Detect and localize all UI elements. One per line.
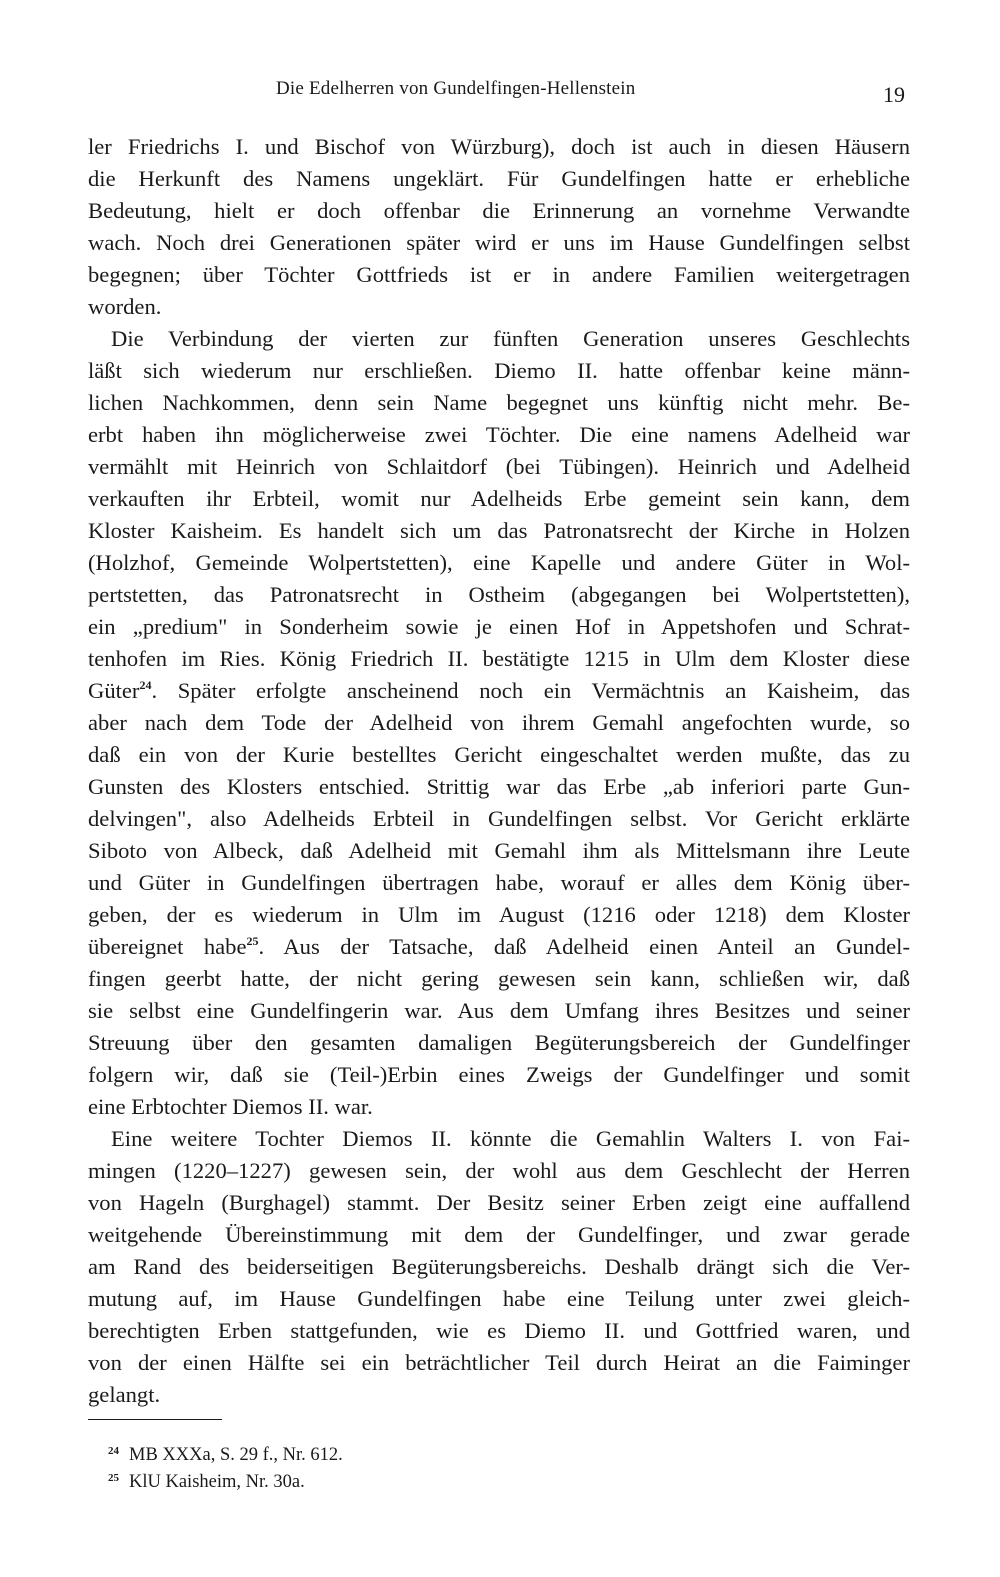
footnote (108, 1465, 305, 1495)
text-line: die Herkunft des Namens ungeklärt. Für Gundelfingen hatte er erhebliche (88, 166, 910, 191)
text-line: Bedeutung, hielt er doch offenbar die Erinnerung an vornehme Verwandte (88, 198, 910, 223)
line-text: . Später erfolgte anscheinend noch ein Vermächtnis an Kaisheim, das (151, 678, 910, 703)
text-line: lichen Nachkommen, denn sein Name begegnet uns künftig nicht mehr. Be- (88, 390, 910, 415)
text-line: ler Friedrichs I. und Bischof von Würzburg), doch ist auch in diesen Häusern (88, 134, 910, 159)
text-line: Gunsten des Klosters entschied. Strittig war das Erbe „ab inferiori parte Gun- (88, 774, 910, 799)
line-text: übereignet habe (88, 934, 247, 959)
footnote-text: MB XXXa, S. 29 f., Nr. 612. (129, 1445, 343, 1465)
text-line: pertstetten, das Patronatsrecht in Ostheim (abgegangen bei Wolpertstetten), (88, 582, 910, 607)
text-line: Streuung über den gesamten damaligen Begüterungsbereich der Gundelfinger (88, 1030, 910, 1055)
text-line: von Hageln (Burghagel) stammt. Der Besitz seiner Erben zeigt eine auffallend (88, 1190, 910, 1215)
text-line: geben, der es wiederum in Ulm im August (1216 oder 1218) dem Kloster (88, 902, 910, 927)
text-line: Die Verbindung der vierten zur fünften Generation unseres Geschlechts (111, 326, 910, 351)
footnote-ref[interactable]: 24 (139, 678, 152, 692)
footnote (108, 1438, 343, 1468)
text-line-with-footnote (88, 932, 910, 962)
line-text: . Aus der Tatsache, daß Adelheid einen Anteil an Gundel- (258, 934, 910, 959)
running-head: Die Edelherren von Gundelfingen-Hellenstein (276, 78, 636, 99)
text-line: berechtigten Erben stattgefunden, wie es Diemo II. und Gottfried waren, und (88, 1318, 910, 1343)
text-line: worden. (88, 294, 162, 319)
text-line: weitgehende Übereinstimmung mit dem der Gundelfinger, und zwar gerade (88, 1222, 910, 1247)
text-line: Eine weitere Tochter Diemos II. könnte die Gemahlin Walters I. von Fai- (111, 1126, 910, 1151)
text-line: und Güter in Gundelfingen übertragen habe, worauf er alles dem König über- (88, 870, 910, 895)
text-line: wach. Noch drei Generationen später wird er uns im Hause Gundelfingen selbst (88, 230, 910, 255)
text-line: sie selbst eine Gundelfingerin war. Aus dem Umfang ihres Besitzes und seiner (88, 998, 910, 1023)
text-line: Kloster Kaisheim. Es handelt sich um das Patronatsrecht der Kirche in Holzen (88, 518, 910, 543)
text-line: eine Erbtochter Diemos II. war. (88, 1094, 373, 1119)
footnote-ref[interactable]: 25 (246, 934, 259, 948)
text-line: verkauften ihr Erbteil, womit nur Adelheids Erbe gemeint sein kann, dem (88, 486, 910, 511)
text-line: am Rand des beiderseitigen Begüterungsbereichs. Deshalb drängt sich die Ver- (88, 1254, 910, 1279)
footnote-number: 25 (108, 1472, 119, 1484)
text-line: Siboto von Albeck, daß Adelheid mit Gemahl ihm als Mittelsmann ihre Leute (88, 838, 910, 863)
text-line: delvingen", also Adelheids Erbteil in Gundelfingen selbst. Vor Gericht erklärte (88, 806, 910, 831)
text-line: begegnen; über Töchter Gottfrieds ist er in andere Familien weitergetragen (88, 262, 910, 287)
text-line: mingen (1220–1227) gewesen sein, der wohl aus dem Geschlecht der Herren (88, 1158, 910, 1183)
page-number: 19 (883, 82, 905, 107)
footnote-divider (88, 1419, 222, 1420)
text-line: von der einen Hälfte sei ein beträchtlicher Teil durch Heirat an die Faiminger (88, 1350, 910, 1375)
text-line: (Holzhof, Gemeinde Wolpertstetten), eine Kapelle und andere Güter in Wol- (88, 550, 910, 575)
text-line: mutung auf, im Hause Gundelfingen habe eine Teilung unter zwei gleich- (88, 1286, 910, 1311)
line-text: Güter (88, 678, 140, 703)
footnote-number: 24 (108, 1445, 119, 1457)
text-line: gelangt. (88, 1382, 161, 1407)
text-line: folgern wir, daß sie (Teil-)Erbin eines Zweigs der Gundelfinger und somit (88, 1062, 910, 1087)
text-line: daß ein von der Kurie bestelltes Gericht eingeschaltet werden mußte, das zu (88, 742, 910, 767)
footnote-text: KlU Kaisheim, Nr. 30a. (129, 1472, 305, 1492)
text-line: fingen geerbt hatte, der nicht gering gewesen sein kann, schließen wir, daß (88, 966, 910, 991)
text-line: erbt haben ihn möglicherweise zwei Töchter. Die eine namens Adelheid war (88, 422, 910, 447)
text-line: aber nach dem Tode der Adelheid von ihrem Gemahl angefochten wurde, so (88, 710, 910, 735)
text-line: ein „predium" in Sonderheim sowie je einen Hof in Appetshofen und Schrat- (88, 614, 910, 639)
text-line-with-footnote (88, 676, 910, 706)
text-line: tenhofen im Ries. König Friedrich II. bestätigte 1215 in Ulm dem Kloster diese (88, 646, 910, 671)
text-line: vermählt mit Heinrich von Schlaitdorf (bei Tübingen). Heinrich und Adelheid (88, 454, 910, 479)
text-line: läßt sich wiederum nur erschließen. Diemo II. hatte offenbar keine männ- (88, 358, 910, 383)
